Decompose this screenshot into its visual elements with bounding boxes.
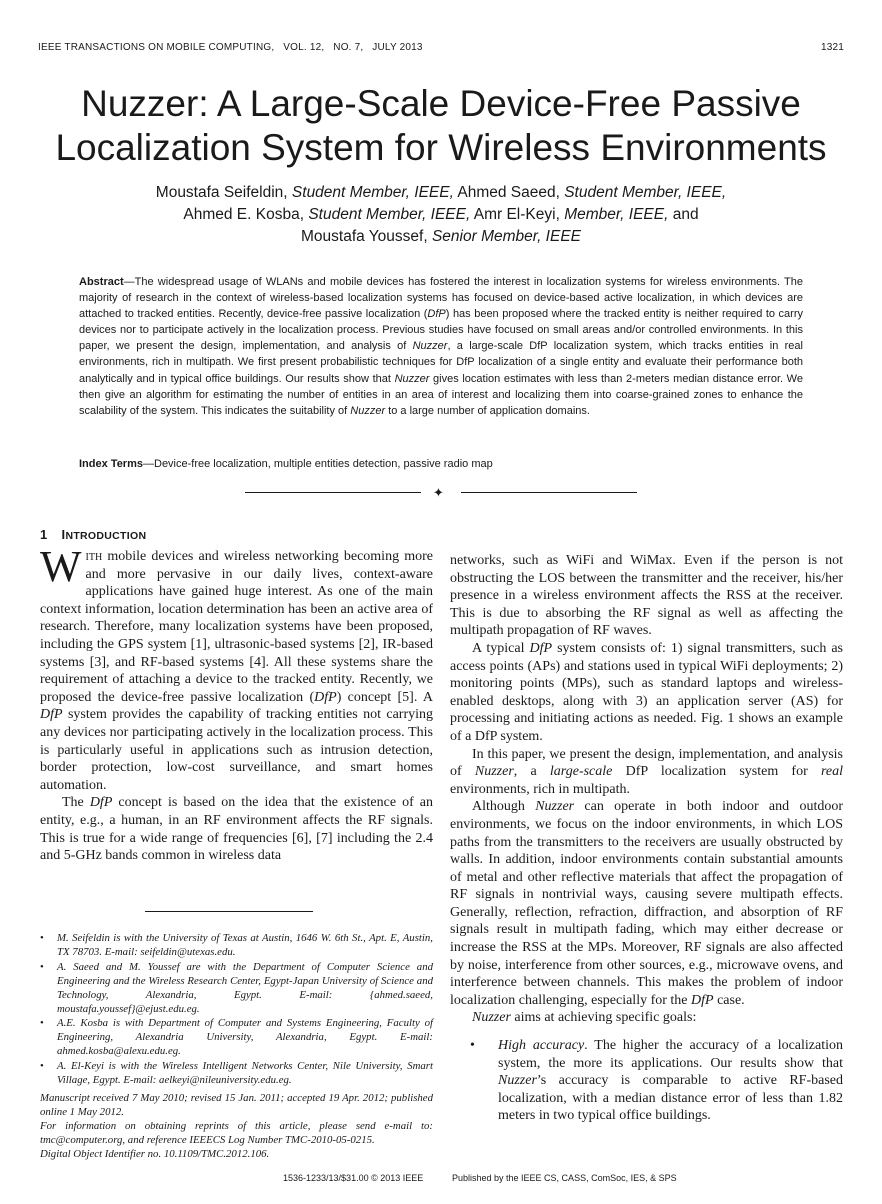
goal-text: ’s accuracy is comparable to active RF-based localization, with a median distance error of less than 1.82 meters in two typical office buildings. [498,1073,843,1124]
author-list [40,182,842,248]
title-line-1: Nuzzer: A Large-Scale Device-Free Passive [81,83,801,124]
author-name: Ahmed E. Kosba, [183,206,304,223]
abstract-system-name: Nuzzer [394,372,430,385]
section-title-first: I [61,527,66,542]
paragraph-text: system provides the capability of tracking entities not carrying any devices nor participating actively in the localization process. This is particularly useful in applications such as intrusion detection, border protection, low-cost surveillance, and smart homes automation. [40,707,433,793]
paragraph-text: In this paper, we present the design, implementation, and analysis of [450,746,843,780]
emphasis: large-scale [549,764,613,780]
bullet-icon: • [40,960,44,973]
paragraph-text: environments, rich in multipath. [450,781,631,797]
affiliation-text: A. El-Keyi is with the Wireless Intelligent Networks Center, Nile University, Smart Village, Egypt. E-mail: aelkeyi@nileuniversity.edu.eg. [57,1060,433,1087]
paragraph-text: concept is based on the idea that the existence of an entity, e.g., a human, in an RF environment affects the RF signals. This is true for a wide range of frequencies [6], [7] including the 2.4 and 5-GHz bands common in wireless data [40,795,433,864]
paragraph-text: A typical [472,640,530,656]
affiliation-item [40,1017,433,1059]
abstract-label: Abstract [79,276,124,288]
author-name: Amr El-Keyi, [473,206,560,223]
abstract-text: —The widespread usage of WLANs and mobile devices has fostered the interest in localization systems for wireless environments. The majority of research in the context of wireless-based localization systems has focused on device-based active localization, in which devices are attached to tracked entities. Recently, device-free passive localization ( [79,276,803,321]
abstract [79,274,803,419]
divider-line-right [461,492,637,493]
divider-line-left [245,492,421,493]
author-name: Moustafa Youssef, [300,228,428,245]
footnote-rule [145,911,313,912]
paragraph-text: system consists of: 1) signal transmitters, such as access points (APs) and stations used in typical WiFi deployments; 2) monitoring points (MPs), such as standard laptops and wireless-enabled desktops, along with 3) an application server (AS) for processing and initiating actions as needed. Fig. 1 shows an example of a DfP system. [450,640,844,744]
paragraph-text: The [62,795,90,811]
abstract-text: ) has been proposed where the tracked entity is neither required to carry devices nor to participate actively in the localization process. Previous studies have focused on small areas and/or controlled environments. In this paper, we present the design, implementation, and analysis of [79,308,803,353]
title-line-2: Localization System for Wireless Environments [55,127,827,168]
system-name: Nuzzer [535,799,575,815]
divider-star-icon: ✦ [433,485,444,500]
system-name: Nuzzer [472,1010,511,1026]
system-name: Nuzzer [474,764,514,780]
term-dfp: DfP [529,640,553,656]
running-header [38,42,844,53]
system-name: Nuzzer [498,1073,537,1089]
author-role: Student Member, IEEE, [564,184,727,201]
paper-title [20,82,862,170]
section-heading [40,527,146,542]
index-terms-text: —Device-free localization, multiple entities detection, passive radio map [143,458,493,470]
abstract-text: gives location estimates with less than 2-meters median distance error. We then give an algorithm for estimating the number of entities in an area of interest and localizing them into coarse-grained zones to enhance the scalability of the system. This indicates the suitability of [79,372,803,417]
author-conjunction: and [672,206,699,223]
footnotes [40,932,433,1162]
affiliation-text: A.E. Kosba is with Department of Computer and Systems Engineering, Faculty of Engineering, Alexandria University, Alexandria, Egypt. E-mail: ahmed.kosba@alexu.edu.eg. [57,1017,433,1058]
abstract-system-name: Nuzzer [412,340,448,353]
small-caps-lead: ith [85,549,103,564]
paragraph [450,746,843,799]
abstract-term: DfP [427,308,446,321]
author-role: Senior Member, IEEE [431,228,582,245]
section-divider [245,486,637,500]
page-number: 1321 [820,42,844,53]
copyright-price: 1536-1233/13/$31.00 © 2013 IEEE [283,1173,424,1183]
paragraph-text: can operate in both indoor and outdoor environments, we focus on the indoor environments, in which LOS paths from the transmitters to the receivers are usually obstructed by walls. In addition, indoor environments contain substantial amounts of metal and other reflective materials that affect the propagation of RF signals in nontrivial ways, causing severe multipath effects. Generally, reflection, refraction, diffraction, and absorption of RF signals result in multipath fading, which may either decrease or increase the RSS at the MPs. Moreover, RF signals are also affected by noise, interference from other sources, e.g., microwave ovens, and interference between channels. This makes the problem of indoor localization challenging, especially for the [450,799,844,1008]
section-number: 1 [40,527,48,542]
affiliation-item [40,961,433,1017]
left-column [40,542,433,865]
manuscript-dates: Manuscript received 7 May 2010; revised 15 Jan. 2011; accepted 19 Apr. 2012; published online 1 May 2012. [40,1091,433,1118]
author-role: Student Member, IEEE, [308,206,471,223]
affiliation-text: M. Seifeldin is with the University of Texas at Austin, 1646 W. 6th St., Apt. E, Austin, TX 78703. E-mail: seifeldin@utexas.edu. [57,932,433,958]
bullet-icon: • [40,932,44,944]
paragraph: networks, such as WiFi and WiMax. Even if the person is not obstructing the LOS between the transmitter and the receiver, his/her presence in a wireless environment affects the RSS at the receiver. This is due to absorbing the RF signal as well as affecting the multipath propagation of RF waves. [450,553,843,639]
paragraph [450,640,843,746]
author-name: Ahmed Saeed, [457,184,560,201]
term-dfp: DfP [40,707,63,723]
term-dfp: DfP [691,992,714,1008]
goal-text: . The higher the accuracy of a localization system, the more its applications. Our results show that [498,1038,843,1071]
author-name: Moustafa Seifeldin, [155,184,288,201]
doi: Digital Object Identifier no. 10.1109/TMC.2012.106. [40,1147,270,1160]
paragraph-text: Although [472,799,536,815]
index-terms [79,456,803,472]
drop-cap: W [40,542,82,591]
affiliation-text: A. Saeed and M. Youssef are with the Department of Computer Science and Engineering and the Wireless Research Center, Egypt-Japan University of Science and Technology, Alexandria, Egypt. E-mail: {ahmed.saeed, moustafa.youssef}@ejust.edu.eg. [57,960,433,1015]
paragraph-text: mobile devices and wireless networking becoming more and more pervasive in our daily lives, context-aware applications have gained huge interest. As one of the main context information, location determination has been an active area of research. Therefore, many localization systems have been proposed, including the GPS system [1], ultrasonic-based systems [2], IR-based systems [3], and RF-based systems [4]. All these systems share the requirement of attaching a device to the tracked entity. Recently, we proposed the device-free passive localization ( [40,549,433,705]
goal-item [450,1037,843,1125]
affiliation-item [40,1060,433,1088]
bullet-icon: • [470,1038,475,1054]
paragraph [450,798,843,1009]
index-terms-label: Index Terms [79,458,143,470]
goals-list [450,1037,843,1125]
paragraph-text: aims at achieving specific goals: [510,1010,697,1026]
author-role: Member, IEEE, [564,206,669,223]
paragraph-text: ) concept [5]. A [336,689,433,705]
paragraph [450,1009,843,1027]
paragraph [40,542,433,794]
abstract-text: to a large number of application domains. [385,404,590,417]
abstract-system-name: Nuzzer [350,404,386,417]
section-title-rest: NTRODUCTION [65,530,147,542]
paragraph-text: DfP localization system for [612,764,821,780]
goal-title: High accuracy [498,1038,585,1054]
right-column [450,552,843,1125]
bullet-icon: • [40,1060,44,1073]
emphasis: real [820,764,843,780]
reprint-info: For information on obtaining reprints of this article, please send e-mail to: tmc@computer.org, and reference IEEECS Log Number TMC-2010-05-0215. [40,1119,433,1146]
bullet-icon: • [40,1017,44,1030]
journal-info: IEEE TRANSACTIONS ON MOBILE COMPUTING, VOL. 12, NO. 7, JULY 2013 [38,42,423,53]
affiliation-item [40,932,433,960]
author-role: Student Member, IEEE, [291,184,454,201]
publisher-line: Published by the IEEE CS, CASS, ComSoc, IES, & SPS [452,1173,677,1183]
paragraph [40,794,433,864]
abstract-text: , a large-scale DfP localization system, which tracks entities in real environments, rich in multipath. We first present probabilistic techniques for DfP localization of a single entity and evaluate their performance both analytically and in typical office buildings. Our results show that [79,340,803,385]
paragraph-text: case. [713,992,745,1008]
term-dfp: DfP [89,795,113,811]
paragraph-text: , a [513,764,550,780]
affiliation-list [40,932,433,1088]
term-dfp: DfP [314,689,337,705]
